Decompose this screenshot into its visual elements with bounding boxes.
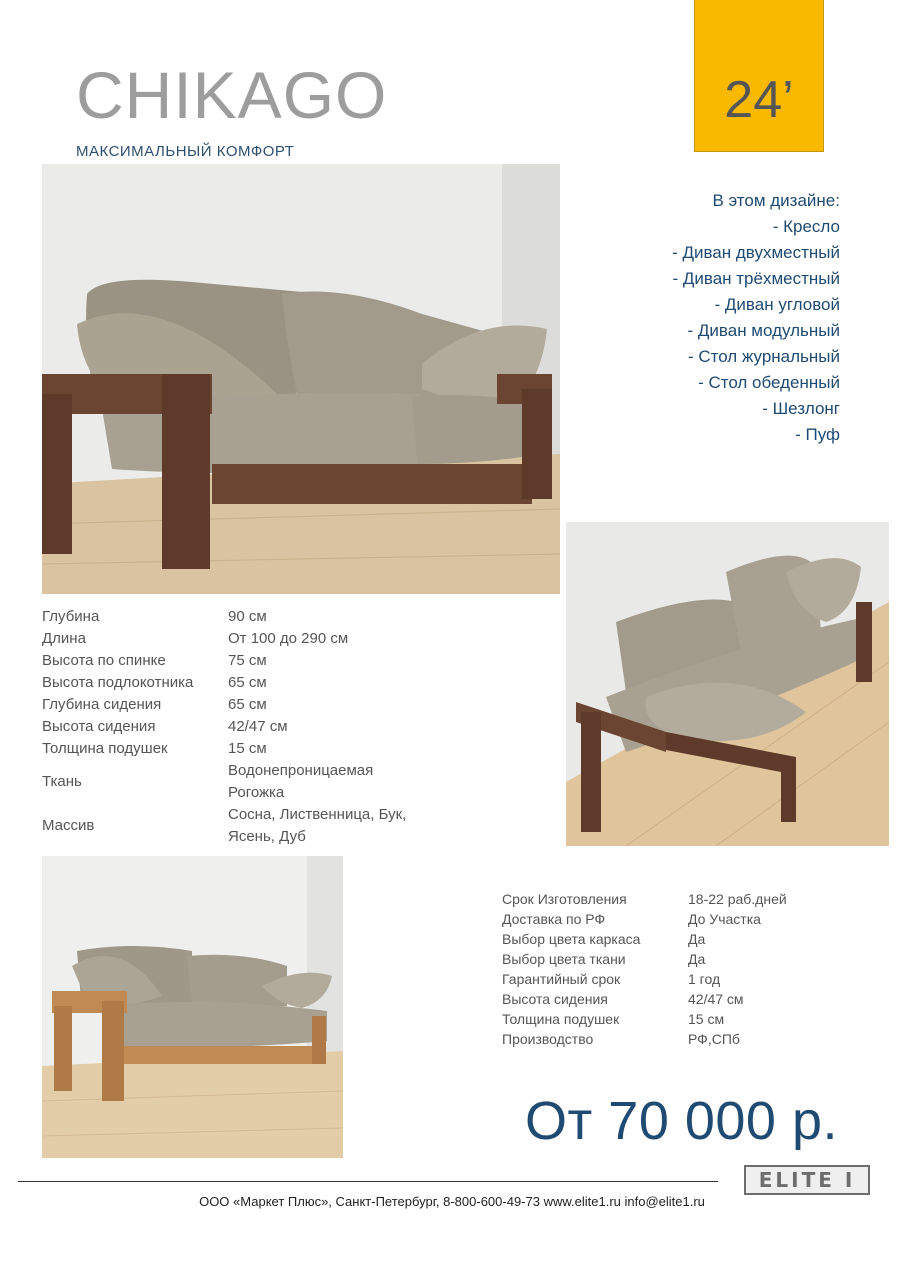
- spec-label: Высота по спинке: [42, 652, 166, 669]
- design-option-item: - Стол обеденный: [698, 373, 840, 392]
- spec-label: Толщина подушек: [502, 1011, 620, 1027]
- price-label: От 70 000 р.: [525, 1091, 838, 1151]
- spec-row: [42, 650, 442, 672]
- spec-row: [42, 628, 442, 650]
- footer-divider: [18, 1181, 718, 1182]
- spec-label: Массив: [42, 817, 95, 834]
- spec-value: 65 см: [228, 674, 267, 691]
- spec-value: 75 см: [228, 652, 267, 669]
- spec-value: 1 год: [688, 971, 721, 987]
- spec-value: [228, 804, 442, 848]
- spec-label: Высота сидения: [42, 718, 156, 735]
- spec-label: Длина: [42, 630, 86, 647]
- sofa-photo-light-wood: [42, 856, 343, 1158]
- year-badge: [694, 0, 824, 152]
- year-badge-label: 24’: [724, 70, 794, 129]
- sofa-photo-main: [42, 164, 560, 594]
- design-options-list: [672, 188, 840, 448]
- design-option-item: - Диван угловой: [714, 295, 840, 314]
- spec-value: 15 см: [688, 1011, 725, 1027]
- spec-row: [502, 1009, 842, 1029]
- design-option-item: - Шезлонг: [762, 399, 840, 418]
- spec-label: Толщина подушек: [42, 740, 168, 757]
- spec-label: Производство: [502, 1031, 594, 1047]
- spec-row: [502, 969, 842, 989]
- brand-logo: ELITE I: [744, 1165, 870, 1195]
- spec-row: [42, 716, 442, 738]
- spec-value-line: Ясень, Дуб: [228, 828, 306, 845]
- spec-label: Срок Изготовления: [502, 891, 627, 907]
- spec-row: [502, 929, 842, 949]
- spec-label: Гарантийный срок: [502, 971, 621, 987]
- spec-value: 18-22 раб.дней: [688, 891, 787, 907]
- design-option-item: - Кресло: [772, 217, 840, 236]
- spec-row: [42, 760, 442, 804]
- spec-value: Да: [688, 951, 706, 967]
- design-option-item: - Пуф: [795, 425, 840, 444]
- spec-value: [228, 760, 442, 804]
- spec-value: 15 см: [228, 740, 267, 757]
- spec-value: 42/47 см: [688, 991, 744, 1007]
- page-title: CHIKAGO: [76, 58, 388, 132]
- spec-row: [42, 804, 442, 848]
- production-spec-table: [502, 889, 842, 1049]
- design-option-item: - Диван двухместный: [672, 243, 840, 262]
- spec-label: Ткань: [42, 773, 82, 790]
- spec-row: [502, 949, 842, 969]
- design-option-item: - Стол журнальный: [687, 347, 840, 366]
- spec-label: Выбор цвета ткани: [502, 951, 626, 967]
- spec-value: От 100 до 290 см: [228, 630, 349, 647]
- spec-label: Глубина сидения: [42, 696, 162, 713]
- spec-value: До Участка: [688, 911, 761, 927]
- spec-value: 90 см: [228, 608, 267, 625]
- spec-label: Высота сидения: [502, 991, 608, 1007]
- spec-label: Глубина: [42, 608, 100, 625]
- sofa-photo-side: [566, 522, 889, 846]
- spec-row: [42, 672, 442, 694]
- spec-value: Да: [688, 931, 706, 947]
- spec-value: 42/47 см: [228, 718, 288, 735]
- spec-row: [502, 1029, 842, 1049]
- spec-row: [42, 694, 442, 716]
- footer-contacts: ООО «Маркет Плюс», Санкт-Петербург, 8-800-600-49-73 www.elite1.ru info@elite1.ru: [199, 1194, 705, 1209]
- spec-row: [42, 738, 442, 760]
- spec-row: [42, 606, 442, 628]
- spec-label: Доставка по РФ: [502, 911, 606, 927]
- design-option-item: - Диван трёхместный: [672, 269, 840, 288]
- spec-row: [502, 889, 842, 909]
- spec-value-line: Водонепроницаемая: [228, 762, 374, 779]
- design-option-item: - Диван модульный: [687, 321, 840, 340]
- spec-row: [502, 989, 842, 1009]
- spec-value-line: Рогожка: [228, 784, 285, 801]
- dimensions-spec-table: [42, 606, 442, 848]
- spec-value-line: Сосна, Лиственница, Бук,: [228, 806, 407, 823]
- spec-value: РФ,СПб: [688, 1031, 740, 1047]
- spec-label: Выбор цвета каркаса: [502, 931, 641, 947]
- design-options-heading: В этом дизайне:: [712, 191, 840, 210]
- spec-value: 65 см: [228, 696, 267, 713]
- page-subtitle: МАКСИМАЛЬНЫЙ КОМФОРТ: [76, 143, 295, 160]
- spec-row: [502, 909, 842, 929]
- spec-label: Высота подлокотника: [42, 674, 194, 691]
